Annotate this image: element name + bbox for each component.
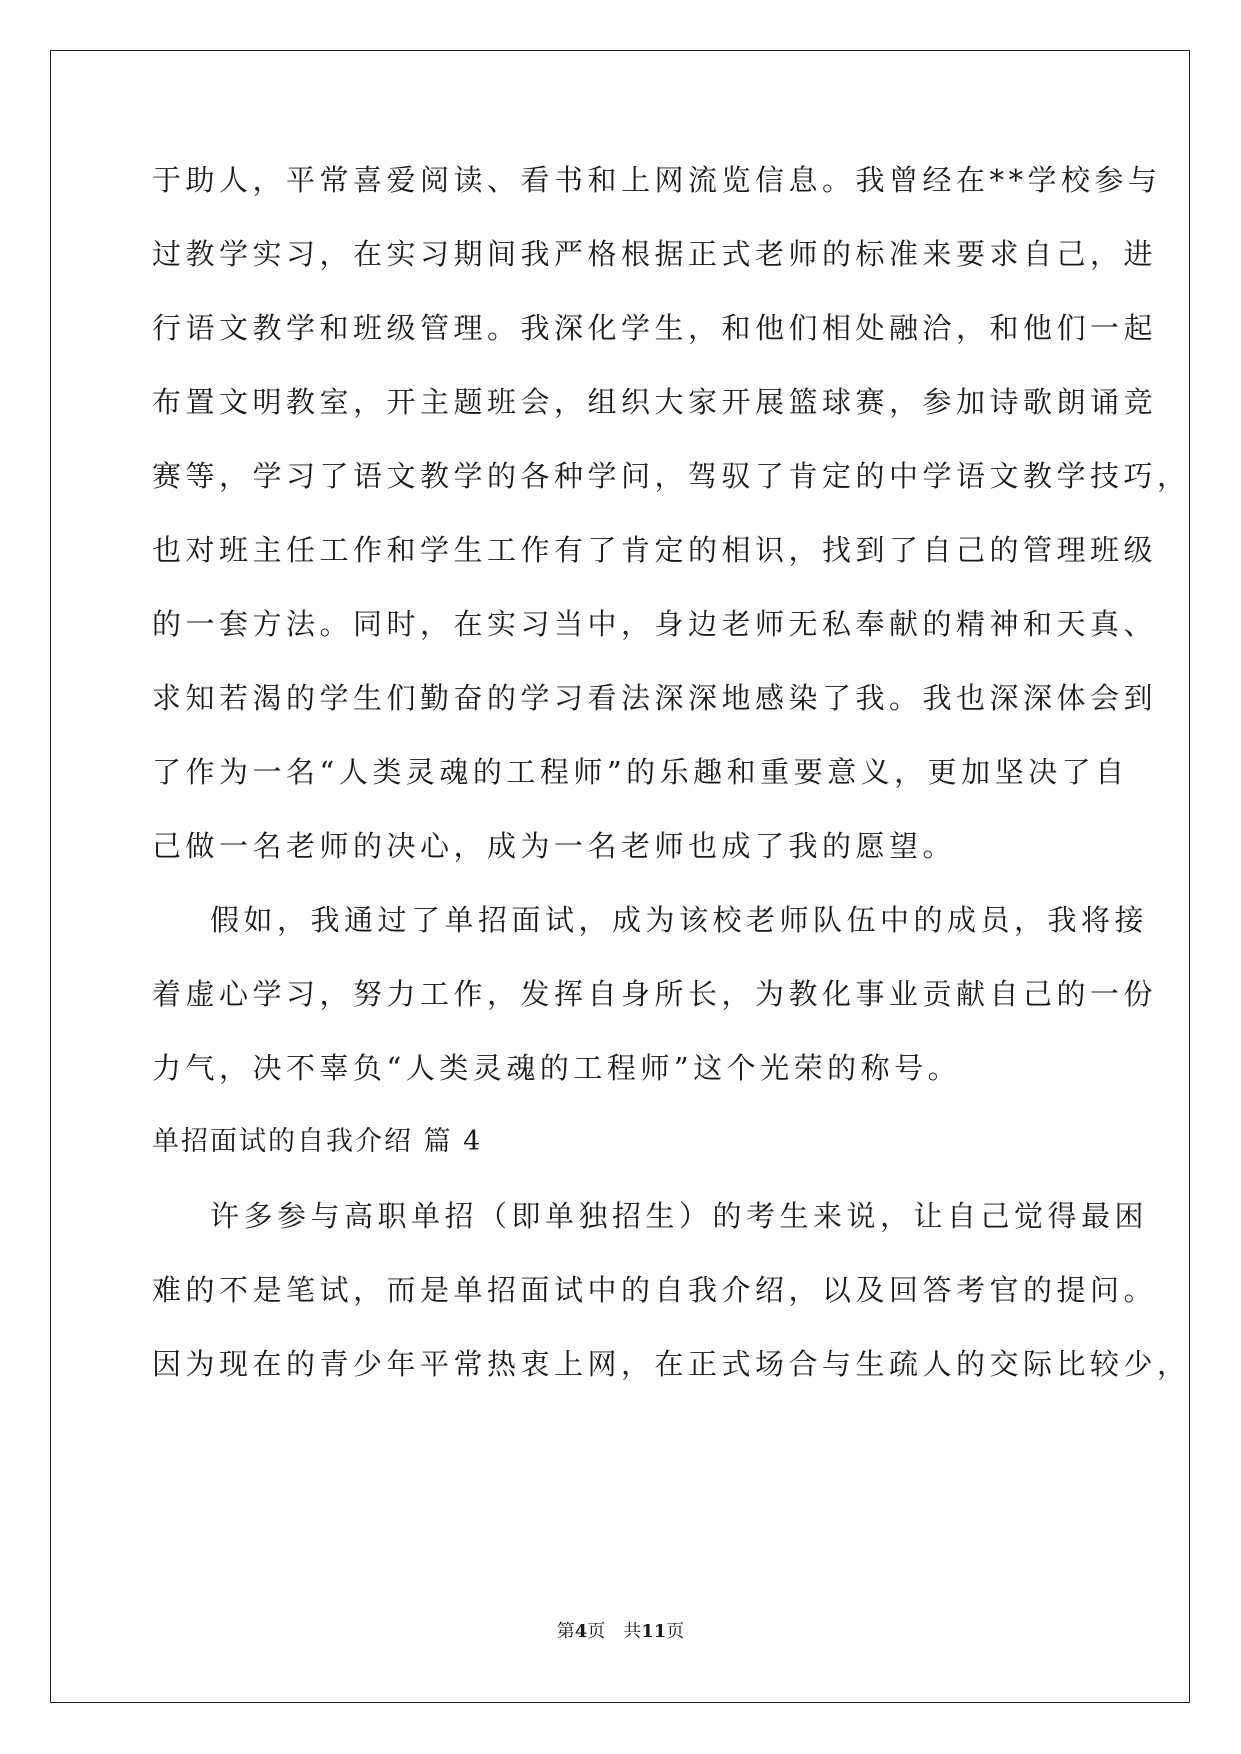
paragraph-line: 也对班主任工作和学生工作有了肯定的相识，找到了自己的管理班级 bbox=[152, 533, 1158, 567]
paragraph-line: 赛等，学习了语文教学的各种学问，驾驭了肯定的中学语文教学技巧， bbox=[152, 459, 1191, 493]
page-footer bbox=[0, 1620, 1241, 1644]
current-page-number: 4 bbox=[574, 1621, 588, 1642]
paragraph-line: 许多参与高职单招（即单独招生）的考生来说，让自己觉得最困 bbox=[210, 1199, 1149, 1233]
paragraph-line: 己做一名老师的决心，成为一名老师也成了我的愿望。 bbox=[152, 829, 957, 863]
paragraph-line: 力气，决不辜负“人类灵魂的工程师”这个光荣的称号。 bbox=[152, 1051, 962, 1085]
paragraph-line: 求知若渴的学生们勤奋的学习看法深深地感染了我。我也深深体会到 bbox=[152, 681, 1158, 715]
paragraph-line: 布置文明教室，开主题班会，组织大家开展篮球赛，参加诗歌朗诵竞 bbox=[152, 385, 1158, 419]
paragraph-line: 难的不是笔试，而是单招面试中的自我介绍，以及回答考官的提问。 bbox=[152, 1273, 1158, 1307]
footer-suffix: 页 bbox=[666, 1621, 685, 1642]
paragraph-line: 于助人，平常喜爱阅读、看书和上网流览信息。我曾经在**学校参与 bbox=[152, 163, 1162, 197]
footer-prefix: 第 bbox=[556, 1621, 575, 1642]
paragraph-line: 行语文教学和班级管理。我深化学生，和他们相处融洽，和他们一起 bbox=[152, 311, 1158, 345]
paragraph-line: 着虚心学习，努力工作，发挥自身所长，为教化事业贡献自己的一份 bbox=[152, 977, 1158, 1011]
paragraph-line: 因为现在的青少年平常热衷上网，在正式场合与生疏人的交际比较少， bbox=[152, 1347, 1191, 1381]
section-heading: 单招面试的自我介绍 篇 4 bbox=[152, 1126, 483, 1157]
footer-mid: 页 共 bbox=[587, 1621, 642, 1642]
paragraph-line: 了作为一名“人类灵魂的工程师”的乐趣和重要意义，更加坚决了自 bbox=[152, 755, 1129, 789]
paragraph-line: 的一套方法。同时，在实习当中，身边老师无私奉献的精神和天真、 bbox=[152, 607, 1158, 641]
paragraph-line: 过教学实习，在实习期间我严格根据正式老师的标准来要求自己，进 bbox=[152, 237, 1158, 271]
total-page-number: 11 bbox=[641, 1621, 667, 1642]
page-border bbox=[50, 50, 1190, 1703]
paragraph-line: 假如，我通过了单招面试，成为该校老师队伍中的成员，我将接 bbox=[210, 903, 1149, 937]
